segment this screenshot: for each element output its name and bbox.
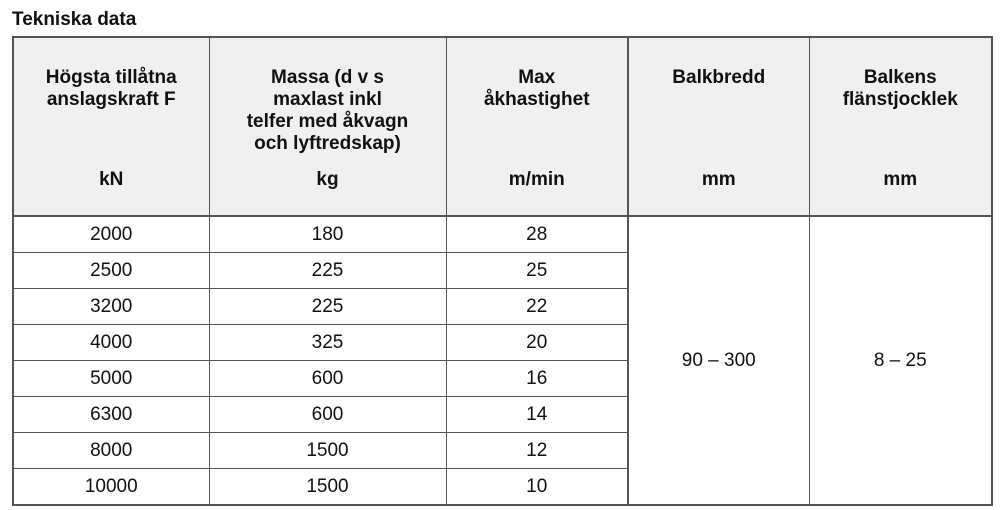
header-unit: mm (701, 169, 736, 190)
cell-mass: 600 (209, 397, 446, 433)
cell-mass: 325 (209, 325, 446, 361)
cell-force: 8000 (13, 433, 209, 469)
cell-speed: 22 (446, 289, 628, 325)
header-max-speed (446, 37, 628, 216)
cell-mass: 600 (209, 361, 446, 397)
cell-speed: 25 (446, 253, 628, 289)
cell-mass: 180 (209, 216, 446, 253)
cell-mass: 1500 (209, 469, 446, 506)
header-label: Högsta tillåtna anslagskraft F (45, 67, 177, 110)
cell-mass: 1500 (209, 433, 446, 469)
cell-force: 4000 (13, 325, 209, 361)
cell-speed: 16 (446, 361, 628, 397)
cell-beam-width: 90 – 300 (628, 216, 809, 505)
header-unit: kN (99, 169, 124, 190)
technical-data-table (12, 36, 993, 506)
cell-speed: 20 (446, 325, 628, 361)
cell-speed: 14 (446, 397, 628, 433)
header-label: Max åkhastighet (483, 67, 590, 110)
cell-speed: 10 (446, 469, 628, 506)
cell-speed: 28 (446, 216, 628, 253)
header-unit: kg (316, 169, 339, 190)
header-label: Balkens flänstjocklek (842, 67, 958, 110)
cell-force: 10000 (13, 469, 209, 506)
header-beam-width (628, 37, 809, 216)
cell-force: 5000 (13, 361, 209, 397)
cell-force: 2000 (13, 216, 209, 253)
header-impact-force (13, 37, 209, 216)
cell-speed: 12 (446, 433, 628, 469)
cell-mass: 225 (209, 253, 446, 289)
cell-force: 2500 (13, 253, 209, 289)
cell-mass: 225 (209, 289, 446, 325)
header-unit: m/min (508, 169, 565, 190)
header-row (13, 37, 992, 216)
header-label: Balkbredd (672, 67, 766, 88)
table-row (13, 216, 992, 253)
header-flange-thickness (809, 37, 992, 216)
header-unit: mm (883, 169, 918, 190)
document-title: Tekniska data (12, 9, 137, 30)
cell-force: 3200 (13, 289, 209, 325)
header-label: Massa (d v s maxlast inkl telfer med åkvagn och lyftredskap) (246, 67, 409, 154)
cell-flange-thickness: 8 – 25 (809, 216, 992, 505)
header-mass (209, 37, 446, 216)
cell-force: 6300 (13, 397, 209, 433)
